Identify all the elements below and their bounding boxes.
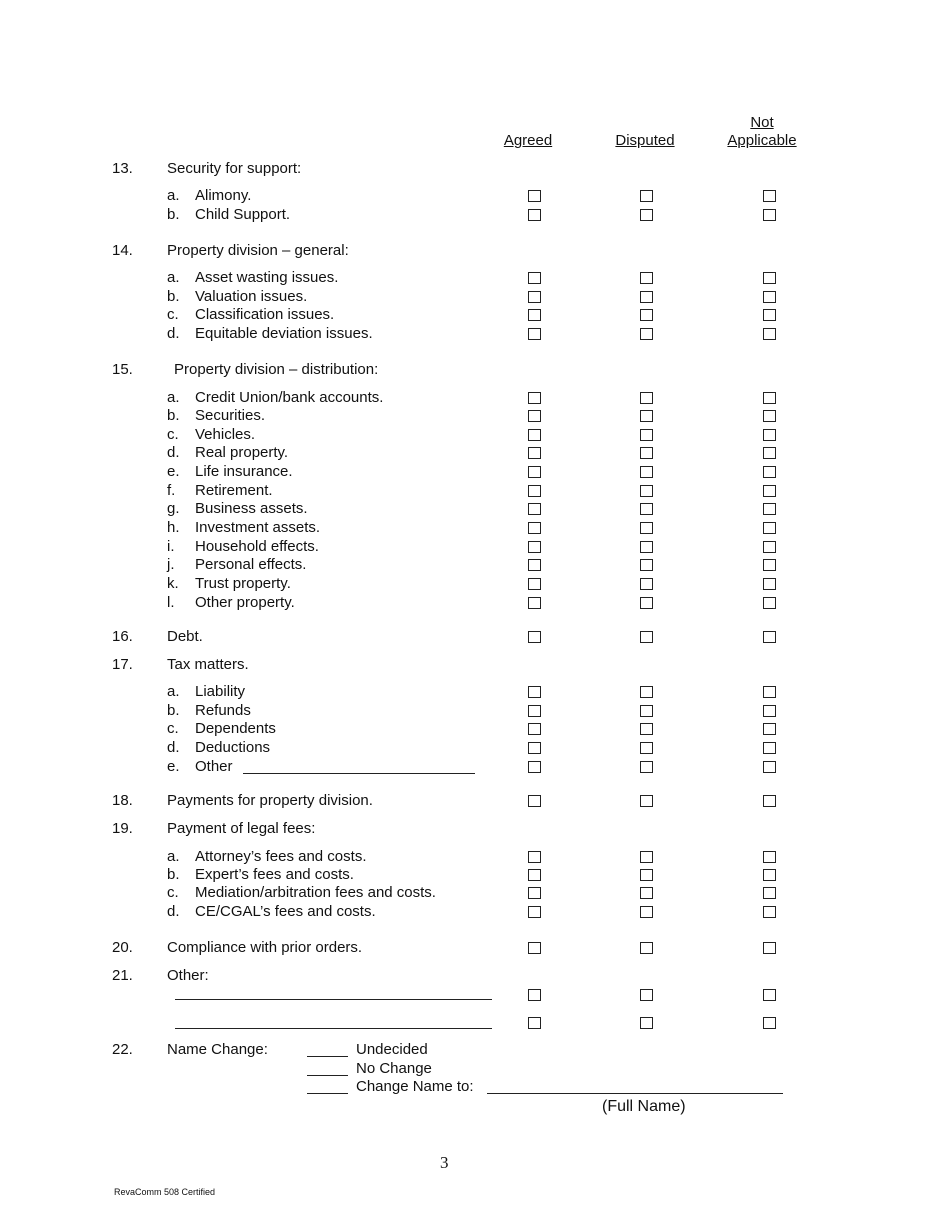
option-change-name: Change Name to: [356,1078,474,1095]
section-s15-item-5-agreed-checkbox[interactable] [528,485,541,497]
section-s18-not-applicable-checkbox[interactable] [763,795,776,807]
section-s21-other-0-not-applicable-checkbox[interactable] [763,989,776,1001]
section-s14-item-label: Asset wasting issues. [195,269,339,286]
section-s15-item-letter: h. [167,519,180,536]
section-s21-title: Other: [167,967,209,984]
section-s15-item-10-disputed-checkbox[interactable] [640,578,653,590]
section-s15-item-3-agreed-checkbox[interactable] [528,447,541,459]
section-s17-item-letter: a. [167,683,180,700]
section-s13-item-0-agreed-checkbox[interactable] [528,190,541,202]
section-s15-item-label: Real property. [195,444,289,461]
section-s17-item-label: Deductions [195,739,271,756]
section-s19-item-3-disputed-checkbox[interactable] [640,906,653,918]
section-s15-item-9-agreed-checkbox[interactable] [528,559,541,571]
section-s13-item-letter: b. [167,206,180,223]
other-line-1[interactable] [175,999,492,1000]
section-s15-item-5-disputed-checkbox[interactable] [640,485,653,497]
section-s14-item-letter: d. [167,325,180,342]
section-s17-item-3-agreed-checkbox[interactable] [528,742,541,754]
section-s14-item-3-disputed-checkbox[interactable] [640,328,653,340]
section-s14-item-1-disputed-checkbox[interactable] [640,291,653,303]
section-s14-item-0-not-applicable-checkbox[interactable] [763,272,776,284]
section-s14-item-label: Valuation issues. [195,288,308,305]
section-s13-item-label: Child Support. [195,206,291,223]
section-s15-item-6-disputed-checkbox[interactable] [640,503,653,515]
section-s17-item-label: Refunds [195,702,251,719]
section-s19-title: Payment of legal fees: [167,820,316,837]
section-s13-item-0-not-applicable-checkbox[interactable] [763,190,776,202]
section-s15-item-4-not-applicable-checkbox[interactable] [763,466,776,478]
section-s15-item-4-agreed-checkbox[interactable] [528,466,541,478]
section-s20-not-applicable-checkbox[interactable] [763,942,776,954]
section-s15-item-2-not-applicable-checkbox[interactable] [763,429,776,441]
section-s17-item-2-agreed-checkbox[interactable] [528,723,541,735]
section-s14-item-3-not-applicable-checkbox[interactable] [763,328,776,340]
section-s21-other-1-not-applicable-checkbox[interactable] [763,1017,776,1029]
section-s18-title: Payments for property division. [167,792,373,809]
section-s18-agreed-checkbox[interactable] [528,795,541,807]
section-s19-item-1-agreed-checkbox[interactable] [528,869,541,881]
section-s15-item-letter: k. [167,575,179,592]
column-header-agreed: Agreed [503,132,553,149]
section-s15-item-label: Life insurance. [195,463,293,480]
section-s20-title: Compliance with prior orders. [167,939,363,956]
section-s14-item-label: Equitable deviation issues. [195,325,373,342]
section-s22-title: Name Change: [167,1041,268,1058]
section-s15-item-letter: a. [167,389,180,406]
section-s15-item-5-not-applicable-checkbox[interactable] [763,485,776,497]
section-s15-item-0-not-applicable-checkbox[interactable] [763,392,776,404]
column-header-applicable: Applicable [727,132,797,149]
section-s20-number: 20. [112,939,133,956]
section-s15-item-letter: e. [167,463,180,480]
section-s19-item-2-disputed-checkbox[interactable] [640,887,653,899]
section-s15-item-3-not-applicable-checkbox[interactable] [763,447,776,459]
section-s18-number: 18. [112,792,133,809]
section-s15-item-1-not-applicable-checkbox[interactable] [763,410,776,422]
section-s17-item-2-disputed-checkbox[interactable] [640,723,653,735]
section-s16-not-applicable-checkbox[interactable] [763,631,776,643]
section-s15-item-11-agreed-checkbox[interactable] [528,597,541,609]
section-s20-agreed-checkbox[interactable] [528,942,541,954]
section-s16-disputed-checkbox[interactable] [640,631,653,643]
section-s15-item-6-agreed-checkbox[interactable] [528,503,541,515]
section-s13-item-1-agreed-checkbox[interactable] [528,209,541,221]
section-s14-item-1-not-applicable-checkbox[interactable] [763,291,776,303]
section-s22-number: 22. [112,1041,133,1058]
section-s16-number: 16. [112,628,133,645]
other-line-2[interactable] [175,1028,492,1029]
section-s21-number: 21. [112,967,133,984]
section-s15-item-label: Business assets. [195,500,308,517]
section-s15-item-11-disputed-checkbox[interactable] [640,597,653,609]
undecided-blank[interactable] [307,1056,348,1057]
no-change-blank[interactable] [307,1075,348,1076]
section-s21-other-0-agreed-checkbox[interactable] [528,989,541,1001]
section-s21-other-0-disputed-checkbox[interactable] [640,989,653,1001]
full-name-line[interactable] [487,1093,783,1094]
section-s17-item-label: Other [195,758,233,775]
section-s15-item-0-agreed-checkbox[interactable] [528,392,541,404]
section-s15-item-7-not-applicable-checkbox[interactable] [763,522,776,534]
section-s19-item-3-not-applicable-checkbox[interactable] [763,906,776,918]
section-s14-item-2-not-applicable-checkbox[interactable] [763,309,776,321]
section-s15-item-2-agreed-checkbox[interactable] [528,429,541,441]
page-number: 3 [440,1153,449,1172]
section-s15-item-7-disputed-checkbox[interactable] [640,522,653,534]
section-s15-item-label: Personal effects. [195,556,307,573]
section-s14-item-0-disputed-checkbox[interactable] [640,272,653,284]
section-s19-item-letter: a. [167,848,180,865]
section-s17-item-1-disputed-checkbox[interactable] [640,705,653,717]
tax-other-line[interactable] [243,773,475,774]
section-s17-item-1-agreed-checkbox[interactable] [528,705,541,717]
section-s15-item-1-disputed-checkbox[interactable] [640,410,653,422]
section-s15-item-label: Credit Union/bank accounts. [195,389,384,406]
change-name-blank[interactable] [307,1093,348,1094]
section-s15-item-label: Retirement. [195,482,273,499]
section-s19-item-0-not-applicable-checkbox[interactable] [763,851,776,863]
section-s18-disputed-checkbox[interactable] [640,795,653,807]
section-s15-item-9-not-applicable-checkbox[interactable] [763,559,776,571]
section-s13-title: Security for support: [167,160,302,177]
option-undecided: Undecided [356,1041,428,1058]
section-s16-title: Debt. [167,628,203,645]
section-s15-item-label: Investment assets. [195,519,321,536]
section-s15-item-letter: i. [167,538,175,555]
section-s17-item-3-not-applicable-checkbox[interactable] [763,742,776,754]
section-s17-item-0-not-applicable-checkbox[interactable] [763,686,776,698]
section-s15-item-label: Household effects. [195,538,319,555]
section-s21-other-1-disputed-checkbox[interactable] [640,1017,653,1029]
section-s15-item-label: Trust property. [195,575,291,592]
section-s19-item-label: CE/CGAL’s fees and costs. [195,903,376,920]
section-s17-item-3-disputed-checkbox[interactable] [640,742,653,754]
section-s19-item-label: Expert’s fees and costs. [195,866,354,883]
section-s13-item-label: Alimony. [195,187,252,204]
footer-text: RevaComm 508 Certified [114,1187,216,1197]
section-s19-item-letter: c. [167,884,179,901]
section-s15-item-11-not-applicable-checkbox[interactable] [763,597,776,609]
section-s15-item-label: Securities. [195,407,266,424]
section-s17-item-label: Dependents [195,720,276,737]
section-s17-item-1-not-applicable-checkbox[interactable] [763,705,776,717]
section-s17-item-0-agreed-checkbox[interactable] [528,686,541,698]
section-s13-item-letter: a. [167,187,180,204]
section-s15-item-6-not-applicable-checkbox[interactable] [763,503,776,515]
section-s13-number: 13. [112,160,133,177]
section-s14-item-2-disputed-checkbox[interactable] [640,309,653,321]
section-s15-item-8-not-applicable-checkbox[interactable] [763,541,776,553]
section-s19-item-label: Attorney’s fees and costs. [195,848,367,865]
section-s15-item-3-disputed-checkbox[interactable] [640,447,653,459]
section-s15-item-letter: f. [167,482,176,499]
section-s14-number: 14. [112,242,133,259]
section-s14-item-1-agreed-checkbox[interactable] [528,291,541,303]
section-s19-item-1-disputed-checkbox[interactable] [640,869,653,881]
section-s17-item-label: Liability [195,683,246,700]
section-s20-disputed-checkbox[interactable] [640,942,653,954]
section-s17-item-4-disputed-checkbox[interactable] [640,761,653,773]
section-s13-item-0-disputed-checkbox[interactable] [640,190,653,202]
section-s17-item-letter: c. [167,720,179,737]
section-s15-item-8-agreed-checkbox[interactable] [528,541,541,553]
section-s19-item-letter: d. [167,903,180,920]
section-s19-item-2-not-applicable-checkbox[interactable] [763,887,776,899]
section-s19-item-2-agreed-checkbox[interactable] [528,887,541,899]
section-s21-other-1-agreed-checkbox[interactable] [528,1017,541,1029]
section-s19-item-letter: b. [167,866,180,883]
section-s14-item-2-agreed-checkbox[interactable] [528,309,541,321]
section-s15-title: Property division – distribution: [174,361,379,378]
section-s15-item-letter: l. [167,594,175,611]
section-s17-title: Tax matters. [167,656,249,673]
section-s15-item-letter: g. [167,500,180,517]
section-s17-item-letter: e. [167,758,180,775]
section-s19-item-0-disputed-checkbox[interactable] [640,851,653,863]
section-s15-item-label: Vehicles. [195,426,256,443]
section-s14-item-label: Classification issues. [195,306,335,323]
section-s17-item-letter: d. [167,739,180,756]
section-s15-number: 15. [112,361,133,378]
section-s15-item-letter: b. [167,407,180,424]
section-s15-item-letter: c. [167,426,179,443]
section-s15-item-10-not-applicable-checkbox[interactable] [763,578,776,590]
section-s15-item-7-agreed-checkbox[interactable] [528,522,541,534]
section-s15-item-8-disputed-checkbox[interactable] [640,541,653,553]
section-s13-item-1-disputed-checkbox[interactable] [640,209,653,221]
option-no-change: No Change [356,1060,432,1077]
section-s15-item-label: Other property. [195,594,295,611]
section-s19-item-0-agreed-checkbox[interactable] [528,851,541,863]
full-name-caption: (Full Name) [602,1098,686,1115]
section-s17-item-2-not-applicable-checkbox[interactable] [763,723,776,735]
column-header-not: Not [750,114,774,131]
section-s19-item-label: Mediation/arbitration fees and costs. [195,884,436,901]
section-s19-item-3-agreed-checkbox[interactable] [528,906,541,918]
section-s16-agreed-checkbox[interactable] [528,631,541,643]
section-s14-item-0-agreed-checkbox[interactable] [528,272,541,284]
section-s14-item-letter: c. [167,306,179,323]
section-s15-item-4-disputed-checkbox[interactable] [640,466,653,478]
section-s15-item-2-disputed-checkbox[interactable] [640,429,653,441]
section-s15-item-letter: d. [167,444,180,461]
section-s17-item-4-not-applicable-checkbox[interactable] [763,761,776,773]
section-s14-item-letter: a. [167,269,180,286]
section-s19-number: 19. [112,820,133,837]
section-s17-item-letter: b. [167,702,180,719]
section-s14-title: Property division – general: [167,242,349,259]
section-s15-item-1-agreed-checkbox[interactable] [528,410,541,422]
section-s15-item-0-disputed-checkbox[interactable] [640,392,653,404]
section-s15-item-10-agreed-checkbox[interactable] [528,578,541,590]
section-s15-item-9-disputed-checkbox[interactable] [640,559,653,571]
section-s13-item-1-not-applicable-checkbox[interactable] [763,209,776,221]
section-s17-number: 17. [112,656,133,673]
column-header-disputed: Disputed [615,132,675,149]
section-s17-item-0-disputed-checkbox[interactable] [640,686,653,698]
section-s15-item-letter: j. [167,556,175,573]
section-s17-item-4-agreed-checkbox[interactable] [528,761,541,773]
section-s19-item-1-not-applicable-checkbox[interactable] [763,869,776,881]
section-s14-item-3-agreed-checkbox[interactable] [528,328,541,340]
section-s14-item-letter: b. [167,288,180,305]
